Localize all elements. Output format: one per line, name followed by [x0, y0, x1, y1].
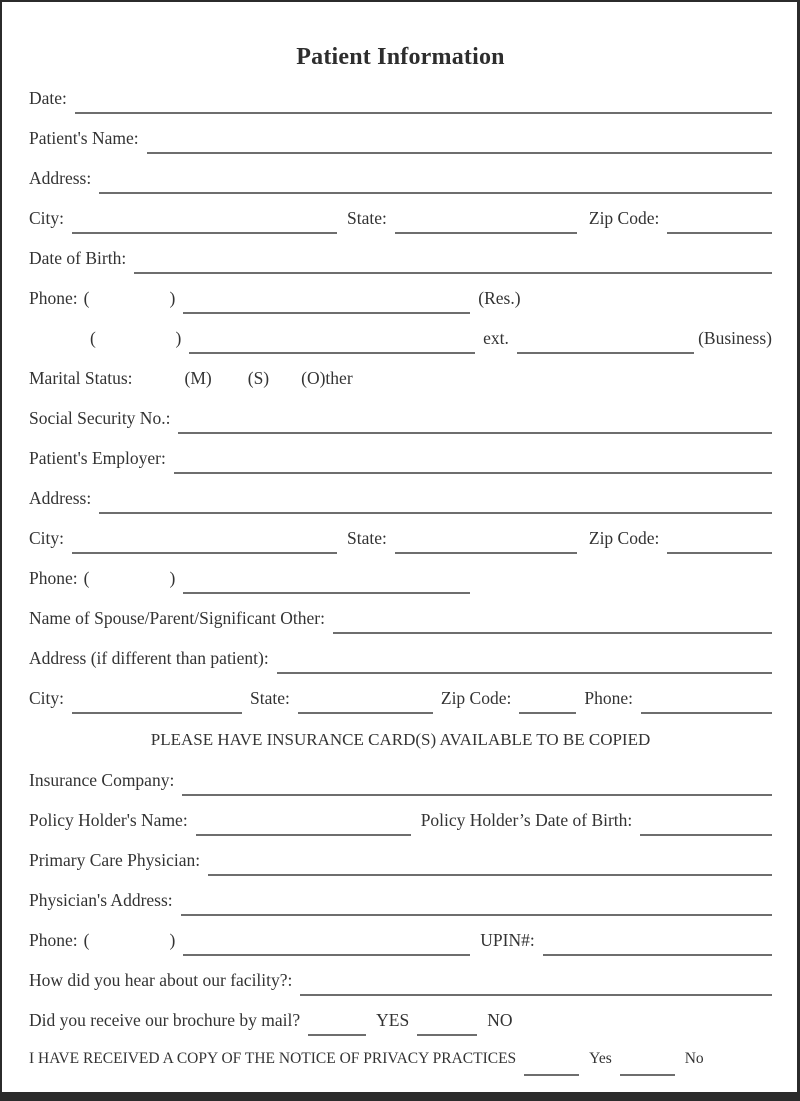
employer-address-blank[interactable]: [99, 507, 772, 514]
spouse-city-label: City:: [29, 688, 65, 708]
spouse-address-label: Address (if different than patient):: [29, 648, 269, 668]
date-of-birth-label: Date of Birth:: [29, 248, 127, 268]
patient-address-blank[interactable]: [99, 187, 772, 194]
privacy-yes-label: Yes: [589, 1050, 612, 1067]
insurance-company-blank[interactable]: [182, 789, 772, 796]
row-patient-city-state-zip: [29, 208, 772, 234]
spouse-address-blank[interactable]: [277, 667, 772, 674]
marital-status-label: Marital Status:: [29, 368, 133, 388]
row-patient-name: [29, 128, 772, 154]
row-insurance-company: [29, 770, 772, 796]
primary-care-physician-label: Primary Care Physician:: [29, 850, 201, 870]
phone-ext-blank[interactable]: [517, 347, 694, 354]
row-primary-care-physician: [29, 850, 772, 876]
brochure-no-blank[interactable]: [417, 1029, 477, 1036]
employer-state-label: State:: [347, 528, 387, 548]
row-marital-status: [29, 368, 772, 394]
row-employer-city-state-zip: [29, 528, 772, 554]
employer-label: Patient's Employer:: [29, 448, 166, 468]
patient-name-label: Patient's Name:: [29, 128, 139, 148]
phone-bus-paren-close: ): [175, 328, 182, 348]
physician-address-blank[interactable]: [181, 909, 772, 916]
social-security-label: Social Security No.:: [29, 408, 171, 428]
spouse-zip-label: Zip Code:: [440, 688, 512, 708]
physician-phone-label: Phone:: [29, 930, 78, 950]
privacy-practices-label: I HAVE RECEIVED A COPY OF THE NOTICE OF PRIVACY PRACTICES: [29, 1050, 517, 1067]
row-brochure: [29, 1010, 772, 1036]
row-spouse-name: [29, 608, 772, 634]
how-hear-label: How did you hear about our facility?:: [29, 970, 293, 990]
patient-address-label: Address:: [29, 168, 92, 188]
patient-zip-blank[interactable]: [667, 227, 772, 234]
marital-other-option[interactable]: (O)ther: [301, 368, 353, 388]
date-label: Date:: [29, 88, 67, 108]
brochure-yes-blank[interactable]: [308, 1029, 366, 1036]
brochure-label: Did you receive our brochure by mail?: [29, 1010, 301, 1030]
phone-res-paren-open: (: [83, 288, 90, 308]
employer-address-label: Address:: [29, 488, 92, 508]
employer-city-blank[interactable]: [72, 547, 337, 554]
how-hear-blank[interactable]: [300, 989, 772, 996]
privacy-no-blank[interactable]: [620, 1069, 675, 1076]
patient-city-blank[interactable]: [72, 227, 337, 234]
physician-phone-blank[interactable]: [183, 949, 470, 956]
employer-phone-paren-close: ): [169, 568, 176, 588]
patient-state-label: State:: [347, 208, 387, 228]
employer-phone-label: Phone:: [29, 568, 78, 588]
insurance-company-label: Insurance Company:: [29, 770, 175, 790]
phone-res-suffix: (Res.): [478, 288, 521, 308]
row-spouse-address: [29, 648, 772, 674]
phone-res-paren-close: ): [169, 288, 176, 308]
physician-address-label: Physician's Address:: [29, 890, 173, 910]
row-social-security: [29, 408, 772, 434]
row-policy-holder: [29, 810, 772, 836]
row-date: [29, 88, 772, 114]
marital-married-option[interactable]: (M): [184, 368, 212, 388]
patient-state-blank[interactable]: [395, 227, 577, 234]
row-privacy-practices: [29, 1050, 772, 1076]
row-spouse-city-state-zip-phone: [29, 688, 772, 714]
marital-single-option[interactable]: (S): [247, 368, 270, 388]
brochure-yes-label: YES: [376, 1010, 410, 1030]
form-content: [2, 42, 797, 1076]
employer-state-blank[interactable]: [395, 547, 577, 554]
spouse-phone-blank[interactable]: [641, 707, 772, 714]
upin-blank[interactable]: [543, 949, 772, 956]
date-of-birth-blank[interactable]: [134, 267, 772, 274]
policy-holder-dob-label: Policy Holder’s Date of Birth:: [420, 810, 633, 830]
social-security-blank[interactable]: [178, 427, 772, 434]
date-blank[interactable]: [75, 107, 772, 114]
patient-zip-label: Zip Code:: [588, 208, 660, 228]
phone-ext-label: ext.: [483, 328, 509, 348]
upin-label: UPIN#:: [480, 930, 535, 950]
brochure-no-label: NO: [487, 1010, 513, 1030]
phone-res-blank[interactable]: [183, 307, 470, 314]
row-how-hear: [29, 970, 772, 996]
policy-holder-dob-blank[interactable]: [640, 829, 772, 836]
phone-bus-suffix: (Business): [698, 328, 772, 348]
row-employer-address: [29, 488, 772, 514]
policy-holder-name-blank[interactable]: [196, 829, 411, 836]
row-phone-business: [29, 328, 772, 354]
row-physician-phone-upin: [29, 930, 772, 956]
row-employer-phone: [29, 568, 772, 594]
phone-bus-paren-open: (: [90, 328, 96, 348]
row-date-of-birth: [29, 248, 772, 274]
spouse-name-blank[interactable]: [333, 627, 772, 634]
employer-blank[interactable]: [174, 467, 772, 474]
patient-name-blank[interactable]: [147, 147, 772, 154]
employer-phone-paren-open: (: [83, 568, 90, 588]
spouse-zip-blank[interactable]: [519, 707, 576, 714]
privacy-no-label: No: [684, 1050, 704, 1067]
spouse-city-blank[interactable]: [72, 707, 242, 714]
spouse-name-label: Name of Spouse/Parent/Significant Other:: [29, 608, 325, 628]
phone-res-label: Phone:: [29, 288, 78, 308]
employer-city-label: City:: [29, 528, 65, 548]
row-patient-address: [29, 168, 772, 194]
employer-zip-blank[interactable]: [667, 547, 772, 554]
row-physician-address: [29, 890, 772, 916]
spouse-state-blank[interactable]: [298, 707, 433, 714]
physician-phone-paren-open: (: [83, 930, 90, 950]
employer-zip-label: Zip Code:: [588, 528, 660, 548]
patient-city-label: City:: [29, 208, 65, 228]
privacy-yes-blank[interactable]: [524, 1069, 579, 1076]
employer-phone-blank[interactable]: [183, 587, 470, 594]
page-title: Patient Information: [296, 44, 505, 70]
insurance-card-note: PLEASE HAVE INSURANCE CARD(S) AVAILABLE TO BE COPIED: [150, 730, 651, 749]
spouse-state-label: State:: [250, 688, 290, 708]
row-employer: [29, 448, 772, 474]
row-phone-residence: [29, 288, 772, 314]
phone-bus-blank[interactable]: [189, 347, 475, 354]
physician-phone-paren-close: ): [169, 930, 176, 950]
policy-holder-name-label: Policy Holder's Name:: [29, 810, 188, 830]
primary-care-physician-blank[interactable]: [208, 869, 772, 876]
spouse-phone-label: Phone:: [584, 688, 633, 708]
